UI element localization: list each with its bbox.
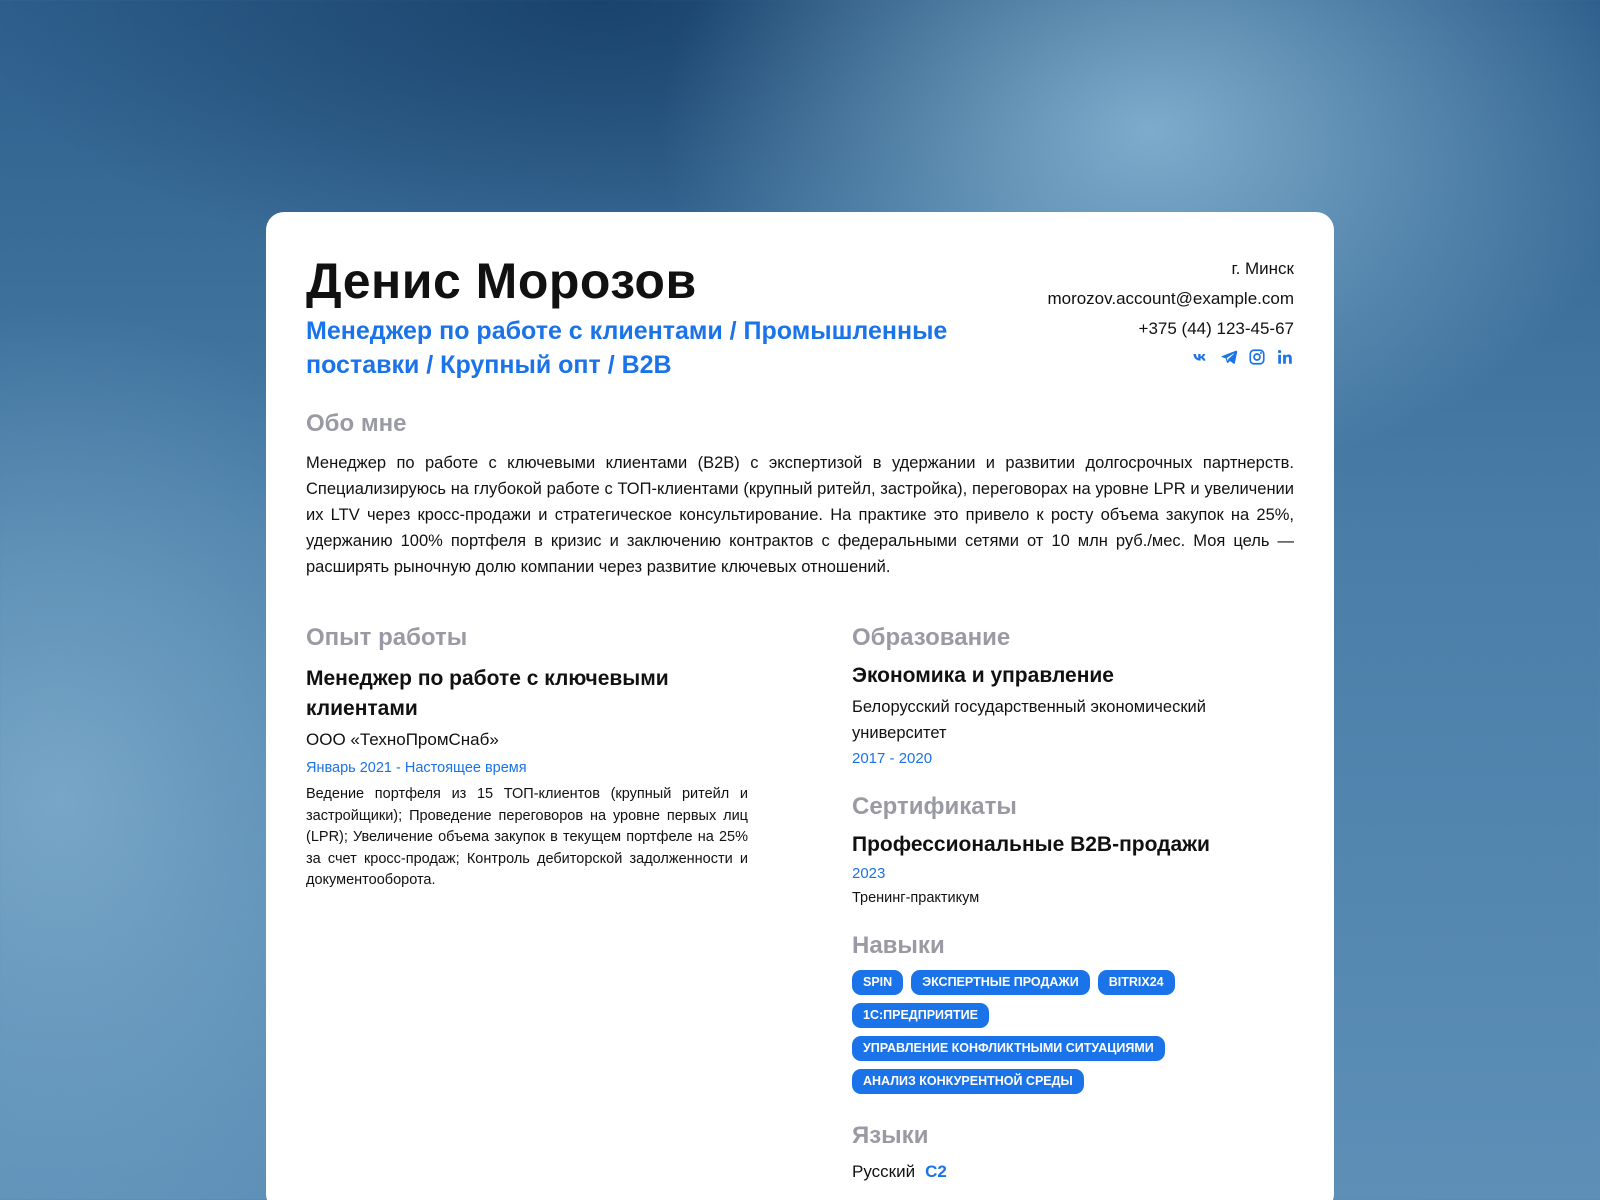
resume-columns [306, 624, 1294, 1182]
city: г. Минск [1231, 259, 1294, 278]
certificate-description: Тренинг-практикум [852, 890, 980, 906]
experience-title: Опыт работы [306, 624, 468, 651]
certificate-name: Профессиональные B2B-продажи [852, 833, 1210, 856]
job-period: Январь 2021 - Настоящее время [306, 760, 527, 776]
languages-section [852, 1122, 1294, 1182]
email[interactable]: morozov.account@example.com [1047, 289, 1294, 308]
instagram-icon[interactable] [1248, 348, 1266, 366]
linkedin-icon[interactable] [1276, 348, 1294, 366]
education-years: 2017 - 2020 [852, 750, 933, 767]
skills-tags [852, 970, 1192, 1094]
job-company: ООО «ТехноПромСнаб» [306, 730, 499, 749]
certificate-year: 2023 [852, 865, 886, 882]
education-title: Образование [852, 624, 1011, 651]
header-left [306, 252, 996, 382]
side-column [852, 624, 1294, 1182]
contacts [1047, 252, 1294, 366]
skills-section [852, 932, 1294, 1094]
about-text: Менеджер по работе с ключевыми клиентами (B2B) с экспертизой в удержании и развитии долгосрочных партнерств. Специализируюсь на глубокой работе с ТОП-клиентами (крупный ритейл, застройка), переговорах на уровне LPR и увеличении их LTV через кросс-продажи и стратегическое консультирование. На практике это привело к росту объема закупок на 25%, удержанию 100% портфеля в кризис и заключению контрактов с федеральными сетями от 10 млн руб./мес. Моя цель — расширять рыночную долю компании через развитие ключевых отношений. [306, 454, 1294, 576]
vk-icon[interactable] [1192, 348, 1210, 366]
skill-tag: 1С:ПРЕДПРИЯТИЕ [852, 1003, 989, 1028]
candidate-position: Менеджер по работе с клиентами / Промышленные поставки / Крупный опт / B2B [306, 317, 948, 379]
job-entry [306, 664, 748, 892]
skill-tag: SPIN [852, 970, 903, 995]
language-row [852, 1162, 1294, 1182]
certificates-section [852, 793, 1294, 906]
telegram-icon[interactable] [1220, 348, 1238, 366]
job-title: Менеджер по работе с ключевыми клиентами [306, 667, 669, 720]
skill-tag: АНАЛИЗ КОНКУРЕНТНОЙ СРЕДЫ [852, 1069, 1084, 1094]
phone[interactable]: +375 (44) 123-45-67 [1138, 319, 1294, 338]
skill-tag: BITRIX24 [1098, 970, 1175, 995]
social-links [1047, 348, 1294, 366]
skill-tag: ЭКСПЕРТНЫЕ ПРОДАЖИ [911, 970, 1090, 995]
resume-header [306, 252, 1294, 382]
language-level: C2 [925, 1162, 947, 1181]
skills-title: Навыки [852, 932, 945, 959]
skill-tag: УПРАВЛЕНИЕ КОНФЛИКТНЫМИ СИТУАЦИЯМИ [852, 1036, 1165, 1061]
language-name: Русский [852, 1162, 916, 1181]
experience-column [306, 624, 748, 1182]
education-degree: Экономика и управление [852, 664, 1114, 687]
resume-card [266, 212, 1334, 1200]
candidate-name: Денис Морозов [306, 253, 697, 309]
about-title: Обо мне [306, 410, 407, 437]
education-place: Белорусский государственный экономический университет [852, 698, 1206, 742]
certificates-title: Сертификаты [852, 793, 1017, 820]
languages-title: Языки [852, 1122, 929, 1149]
job-description: Ведение портфеля из 15 ТОП-клиентов (крупный ритейл и застройщики); Проведение переговоров на уровне первых лиц (LPR); Увеличение объема закупок в текущем портфеле на 25% за счет кросс-продаж; Контроль дебиторской задолженности и документооборота. [306, 786, 748, 888]
